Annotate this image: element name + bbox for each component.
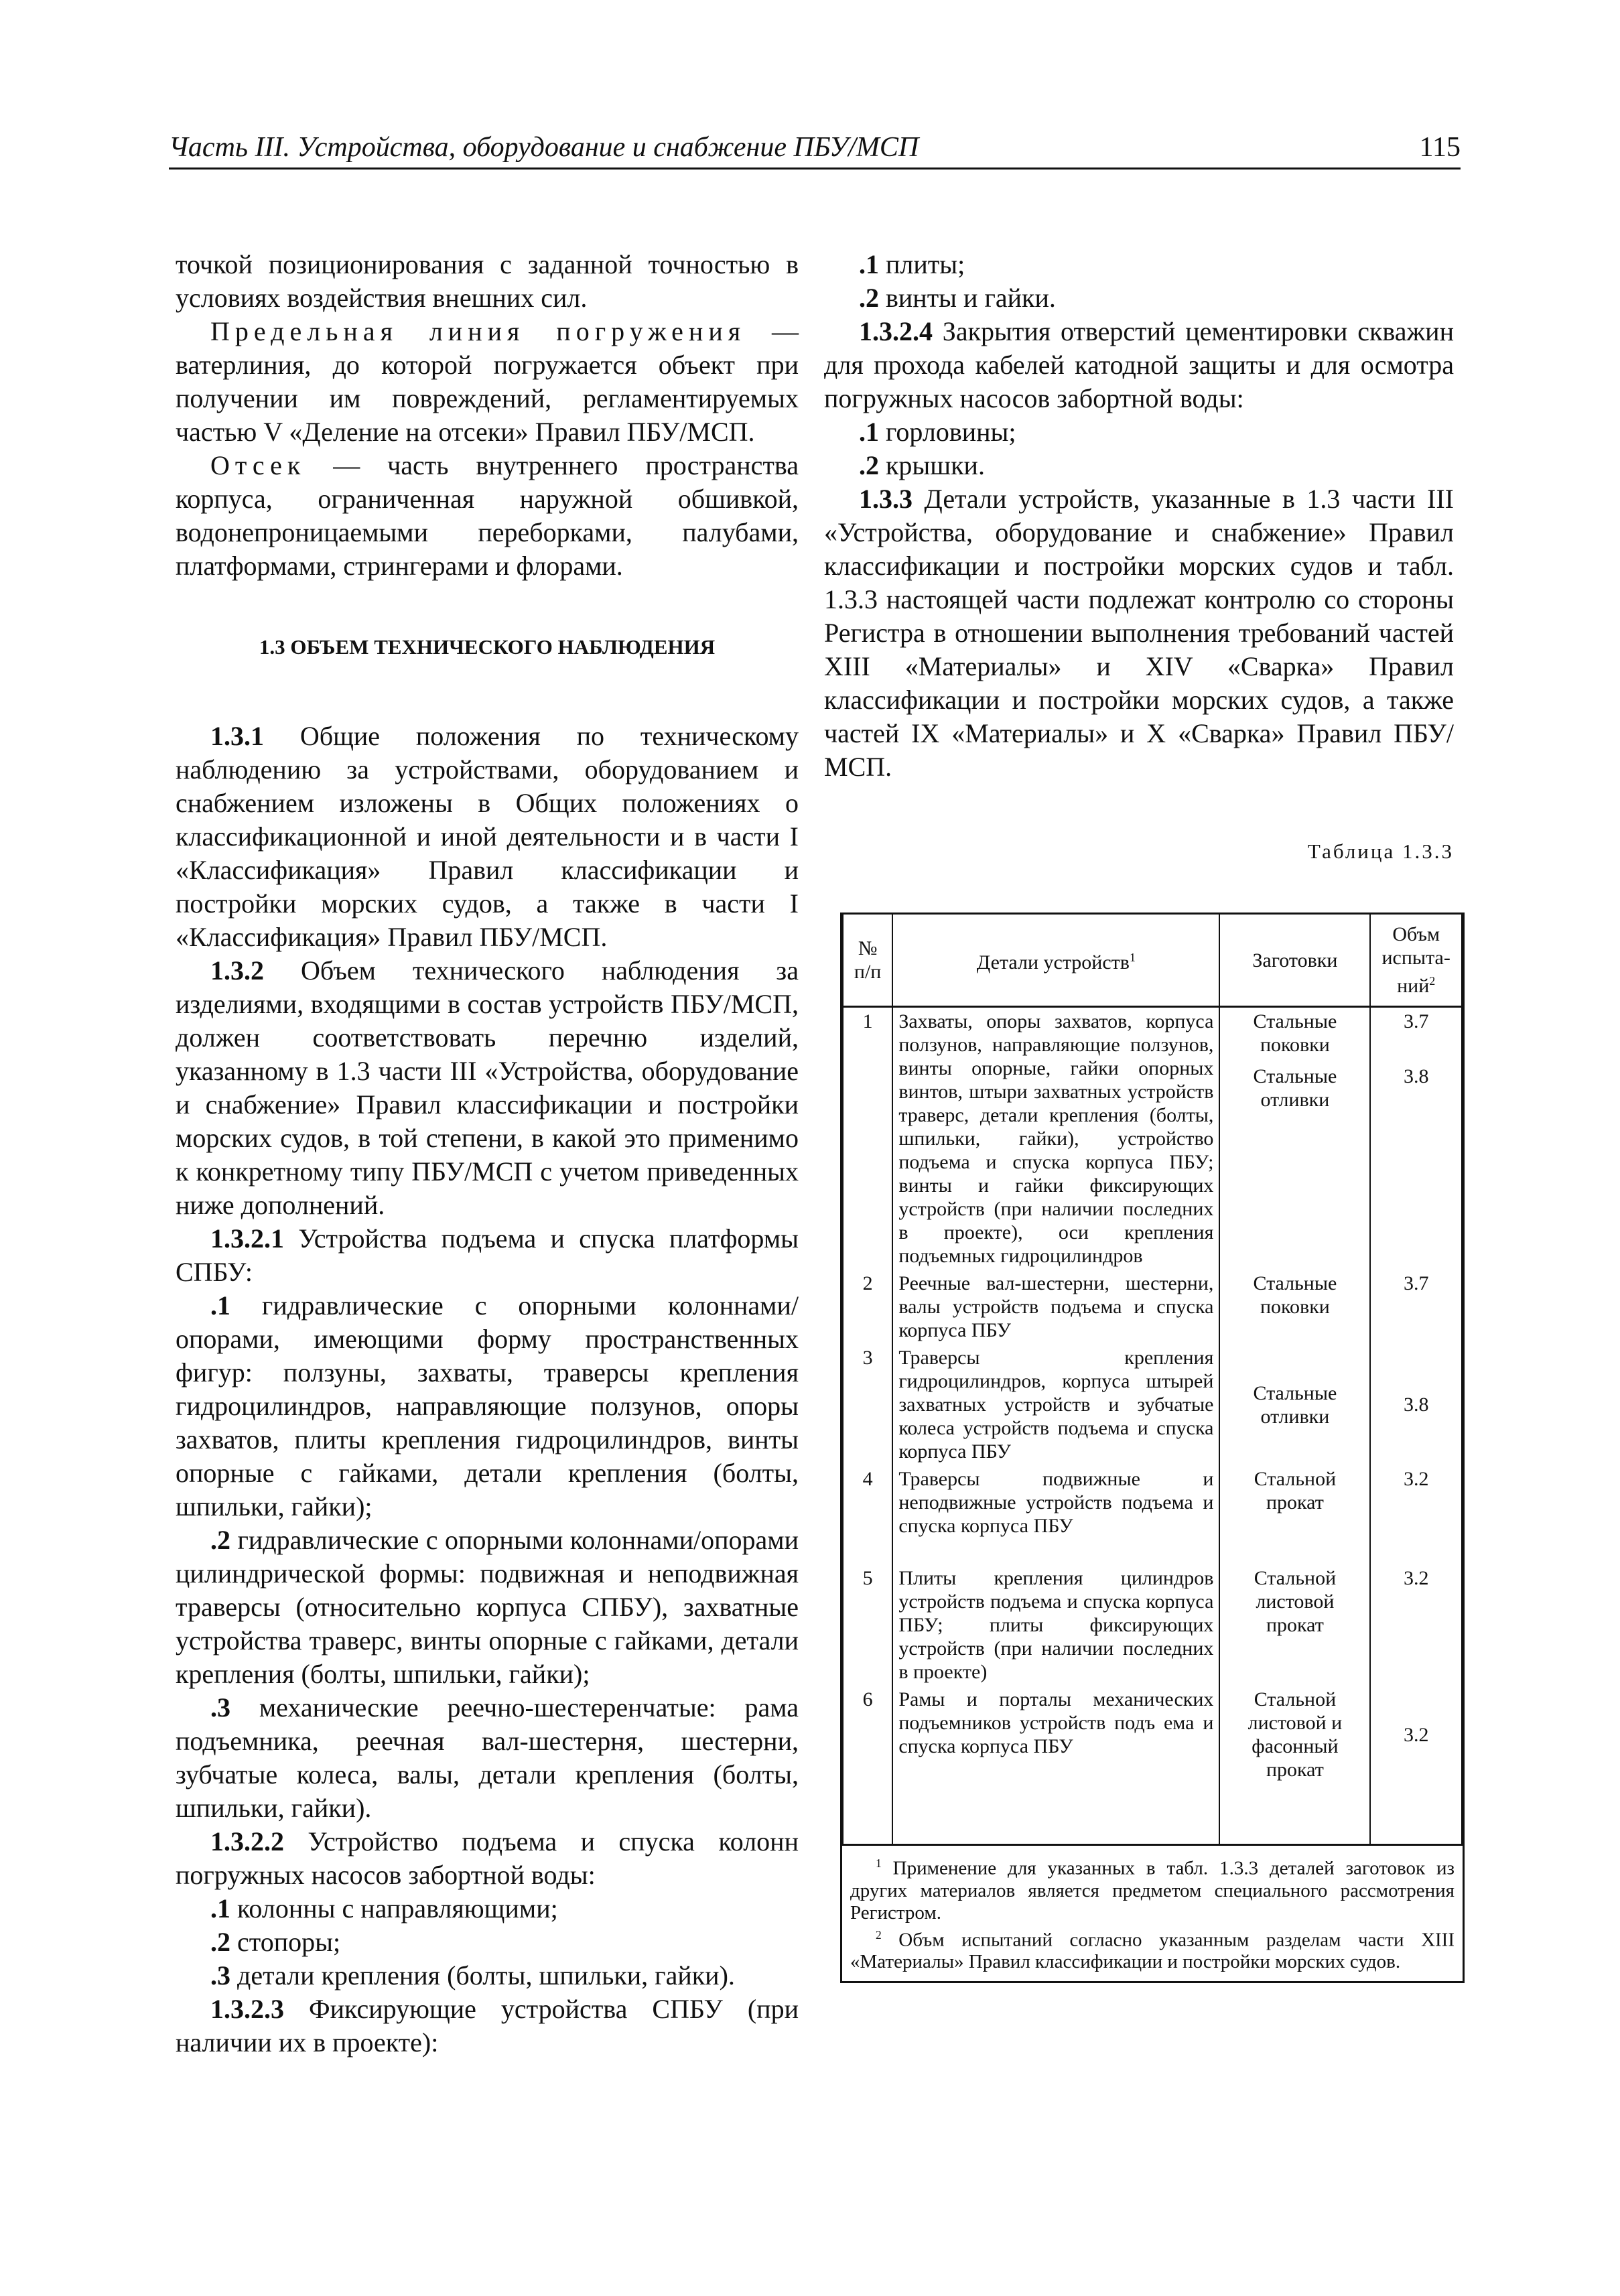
footnote-ref: 1 <box>1129 951 1136 964</box>
table-1-3-3 <box>840 913 1465 1983</box>
item-number: .1 <box>210 1893 230 1923</box>
material-text: Стальные отливки <box>1253 1065 1337 1111</box>
row-material: Стальной прокат <box>1219 1465 1370 1564</box>
item-text: гидравлические с опорными колоннами/опорами, имеющими форму пространственных фигур: ползуны, захваты, траверсы крепления гидроцилиндров, направляющие ползунов, опоры захватов, плиты крепления гидроцилиндров, винты опорные с гайками, детали крепления (болты, шпильки, гайки); <box>176 1290 799 1522</box>
item-text: плиты; <box>879 249 965 279</box>
list-item <box>176 1959 799 1993</box>
paragraph-1-3-3 <box>824 482 1454 784</box>
item-text: колонны с направляющими; <box>230 1893 558 1923</box>
list-item <box>176 1691 799 1825</box>
footnote-mark: 2 <box>876 1928 882 1942</box>
table-row <box>843 1465 1462 1564</box>
list-item <box>824 281 1454 315</box>
item-text: детали крепления (болты, шпильки, гайки). <box>230 1960 735 1990</box>
intro-fragment: точкой позиционирования с заданной точностью в условиях воздействия внешних сил. <box>176 249 799 313</box>
clause-text: Устройства подъема и спуска платформы СПБУ: <box>176 1223 799 1287</box>
row-volume: 3.7 <box>1370 1270 1462 1344</box>
row-details: Захваты, опоры захватов, корпуса ползунов, направляющие ползунов, винты опорные, гайки опорных винтов, штыри захватных устройств траверс, детали крепления (болты, шпильки, гайки), устройство подъема и спуска корпуса ПБУ; винты и гайки фиксирующих устройств (при наличии последних в проекте), оси крепления подъемных гидроцилиндров <box>892 1007 1219 1270</box>
definition-text: — часть внутреннего пространства корпуса, ограниченная наружной обшивкой, водонепроницаемыми переборками, палубами, платформами, стрингерами и флорами. <box>176 450 799 581</box>
row-material <box>1219 1007 1370 1270</box>
page-number: 115 <box>1419 132 1461 163</box>
footnote-text: Объм испытаний согласно указанным разделам части XIII «Материалы» Правил классификации и постройки морских судов. <box>850 1929 1455 1973</box>
row-details: Траверсы крепления гидроцилиндров, корпуса штырей захватных устройств и зубчатые колеса устройств подъема и спуска корпуса ПБУ <box>892 1344 1219 1465</box>
paragraph-1-3-2-1 <box>176 1222 799 1289</box>
clause-number: 1.3.1 <box>210 721 264 751</box>
clause-number: 1.3.2 <box>210 955 264 986</box>
item-number: .3 <box>210 1960 230 1990</box>
clause-text: Детали устройств, указанные в 1.3 части III «Устройства, оборудование и снабжение» Правил классификации и постройки морских судов и табл. 1.3.3 настоящей части подлежат контролю со стороны Регистра в отношении выполнения требований частей XIII «Материалы» и XIV «Сварка» Правил классификации и постройки морских судов, а также частей IX «Материалы» и X «Сварка» Правил ПБУ/МСП. <box>824 484 1454 782</box>
clause-number: 1.3.3 <box>859 484 913 514</box>
paragraph-1-3-2-2 <box>176 1825 799 1892</box>
item-text: стопоры; <box>230 1927 341 1957</box>
list-item <box>176 1892 799 1926</box>
clause-text: Объем технического наблюдения за изделиями, входящими в состав устройств ПБУ/МСП, должен соответствовать перечню изделий, указанному в 1.3 части III «Устройства, оборудование и снабжение» Правил классификации и постройки морских судов, в той степени, в какой это применимо к конкретному типу ПБУ/МСП с учетом приведенных ниже дополнений. <box>176 955 799 1220</box>
volume-text: 3.8 <box>1403 1065 1429 1087</box>
clause-text: Фиксирующие устройства СПБУ (при наличии их в проекте): <box>176 1994 799 2057</box>
header-text: Детали устройств <box>976 951 1130 973</box>
header-text: № <box>858 937 878 959</box>
header-text: п/п <box>854 961 882 983</box>
header-material: Заготовки <box>1219 915 1370 1007</box>
empty-cell <box>1219 1783 1370 1844</box>
table-row <box>843 1686 1462 1783</box>
empty-cell <box>892 1783 1219 1844</box>
page-header <box>169 126 1461 170</box>
item-number: .2 <box>210 1927 230 1957</box>
row-number: 1 <box>843 1007 892 1270</box>
paragraph-1-3-2 <box>176 954 799 1222</box>
table-footnotes <box>842 1844 1463 1981</box>
definition-waterline <box>176 315 799 449</box>
footnote-1 <box>850 1852 1455 1924</box>
footnote-ref: 2 <box>1429 974 1436 988</box>
row-material: Стальной листовой прокат <box>1219 1564 1370 1686</box>
table-title: Таблица 1.3.3 <box>1307 839 1454 863</box>
row-number: 3 <box>843 1344 892 1465</box>
header-text: испыта- <box>1381 947 1450 969</box>
clause-number: 1.3.2.1 <box>210 1223 284 1254</box>
details-table <box>842 915 1463 1844</box>
table-row <box>843 1344 1462 1465</box>
clause-number: 1.3.2.3 <box>210 1994 284 2024</box>
item-text: крышки. <box>879 450 985 480</box>
table-row <box>843 1270 1462 1344</box>
row-details: Рамы и порталы механических подъемников устройств подъ ема и спуска корпуса ПБУ <box>892 1686 1219 1783</box>
header-volume <box>1370 915 1462 1007</box>
item-number: .2 <box>859 283 879 313</box>
paragraph-1-3-2-3 <box>176 1993 799 2059</box>
item-number: .2 <box>210 1525 230 1555</box>
row-volume: 3.8 <box>1370 1344 1462 1465</box>
clause-text: Закрытия отверстий цементировки скважин для прохода кабелей катодной защиты и для осмотра погружных насосов забортной воды: <box>824 316 1454 413</box>
item-number: .3 <box>210 1692 230 1723</box>
definition-compartment <box>176 449 799 583</box>
definition-text: — ватерлиния, до которой погружается объект при получении им повреждений, регламентируемых частью V «Деление на отсеки» Правил ПБУ/МСП. <box>176 316 799 447</box>
header-text: ний <box>1397 975 1430 997</box>
row-number: 4 <box>843 1465 892 1564</box>
footnote-text: Применение для указанных в табл. 1.3.3 деталей заготовок из других материалов является предметом специального рассмотрения Регистром. <box>850 1857 1455 1923</box>
list-item <box>176 1926 799 1959</box>
list-item <box>824 415 1454 449</box>
item-number: .2 <box>859 450 879 480</box>
row-details: Траверсы подвижные и неподвижные устройств подъема и спуска корпуса ПБУ <box>892 1465 1219 1564</box>
clause-number: 1.3.2.4 <box>859 316 933 346</box>
header-details <box>892 915 1219 1007</box>
clause-text: Общие положения по техническому наблюдению за устройствами, оборудованием и снабжением изложены в Общих положениях о классификационной и иной деятельности и в части I «Классификация» Правил классификации и постройки морских судов, а также в части I «Классификация» Правил ПБУ/МСП. <box>176 721 799 952</box>
row-material: Стальные отливки <box>1219 1344 1370 1465</box>
list-item <box>176 1289 799 1524</box>
running-title: Часть III. Устройства, оборудование и снабжение ПБУ/МСП <box>169 132 919 163</box>
empty-cell <box>843 1783 892 1844</box>
row-material: Стальной листовой и фасонный прокат <box>1219 1686 1370 1783</box>
list-item <box>824 449 1454 482</box>
row-number: 2 <box>843 1270 892 1344</box>
row-number: 6 <box>843 1686 892 1783</box>
volume-text: 3.7 <box>1403 1010 1429 1032</box>
paragraph-1-3-1 <box>176 720 799 954</box>
row-volume: 3.2 <box>1370 1686 1462 1783</box>
footnote-2 <box>850 1924 1455 1974</box>
item-text: горловины; <box>879 417 1016 447</box>
list-item <box>176 1524 799 1691</box>
left-column <box>176 248 799 2059</box>
paragraph-1-3-2-4 <box>824 315 1454 415</box>
section-heading: 1.3 ОБЪЕМ ТЕХНИЧЕСКОГО НАБЛЮДЕНИЯ <box>259 635 716 659</box>
right-column <box>824 248 1454 892</box>
item-number: .1 <box>859 249 879 279</box>
row-volume <box>1370 1007 1462 1270</box>
row-details: Реечные вал-шестерни, шестерни, валы устройств подъема и спуска корпуса ПБУ <box>892 1270 1219 1344</box>
table-spacer-row <box>843 1783 1462 1844</box>
material-text: Стальные поковки <box>1253 1010 1337 1056</box>
row-volume: 3.2 <box>1370 1564 1462 1686</box>
table-row <box>843 1564 1462 1686</box>
row-details: Плиты крепления цилиндров устройств подъема и спуска корпуса ПБУ; плиты фиксирующих устройств (при наличии последних в проекте) <box>892 1564 1219 1686</box>
definition-term: Отсек <box>210 450 306 480</box>
list-item <box>824 248 1454 281</box>
row-number: 5 <box>843 1564 892 1686</box>
item-number: .1 <box>859 417 879 447</box>
header-text: Объм <box>1392 923 1440 945</box>
item-text: механические реечно-шестеренчатые: рама подъемника, реечная вал-шестерня, шестерни, зубчатые колеса, валы, детали крепления (болты, шпильки, гайки). <box>176 1692 799 1823</box>
table-header-row <box>843 915 1462 1007</box>
definition-term: Предельная линия погружения <box>210 316 746 346</box>
header-number <box>843 915 892 1007</box>
table-row <box>843 1007 1462 1270</box>
row-material: Стальные поковки <box>1219 1270 1370 1344</box>
clause-number: 1.3.2.2 <box>210 1826 284 1856</box>
empty-cell <box>1370 1783 1462 1844</box>
item-text: гидравлические с опорными колоннами/опорами цилиндрической формы: подвижная и неподвижная траверсы (относительно корпуса СПБУ), захватные устройства траверс, винты опорные с гайками, детали крепления (болты, шпильки, гайки); <box>176 1525 799 1689</box>
clause-text: Устройство подъема и спуска колонн погружных насосов забортной воды: <box>176 1826 799 1890</box>
item-text: винты и гайки. <box>879 283 1056 313</box>
row-volume: 3.2 <box>1370 1465 1462 1564</box>
footnote-mark: 1 <box>876 1856 882 1870</box>
item-number: .1 <box>210 1290 230 1321</box>
